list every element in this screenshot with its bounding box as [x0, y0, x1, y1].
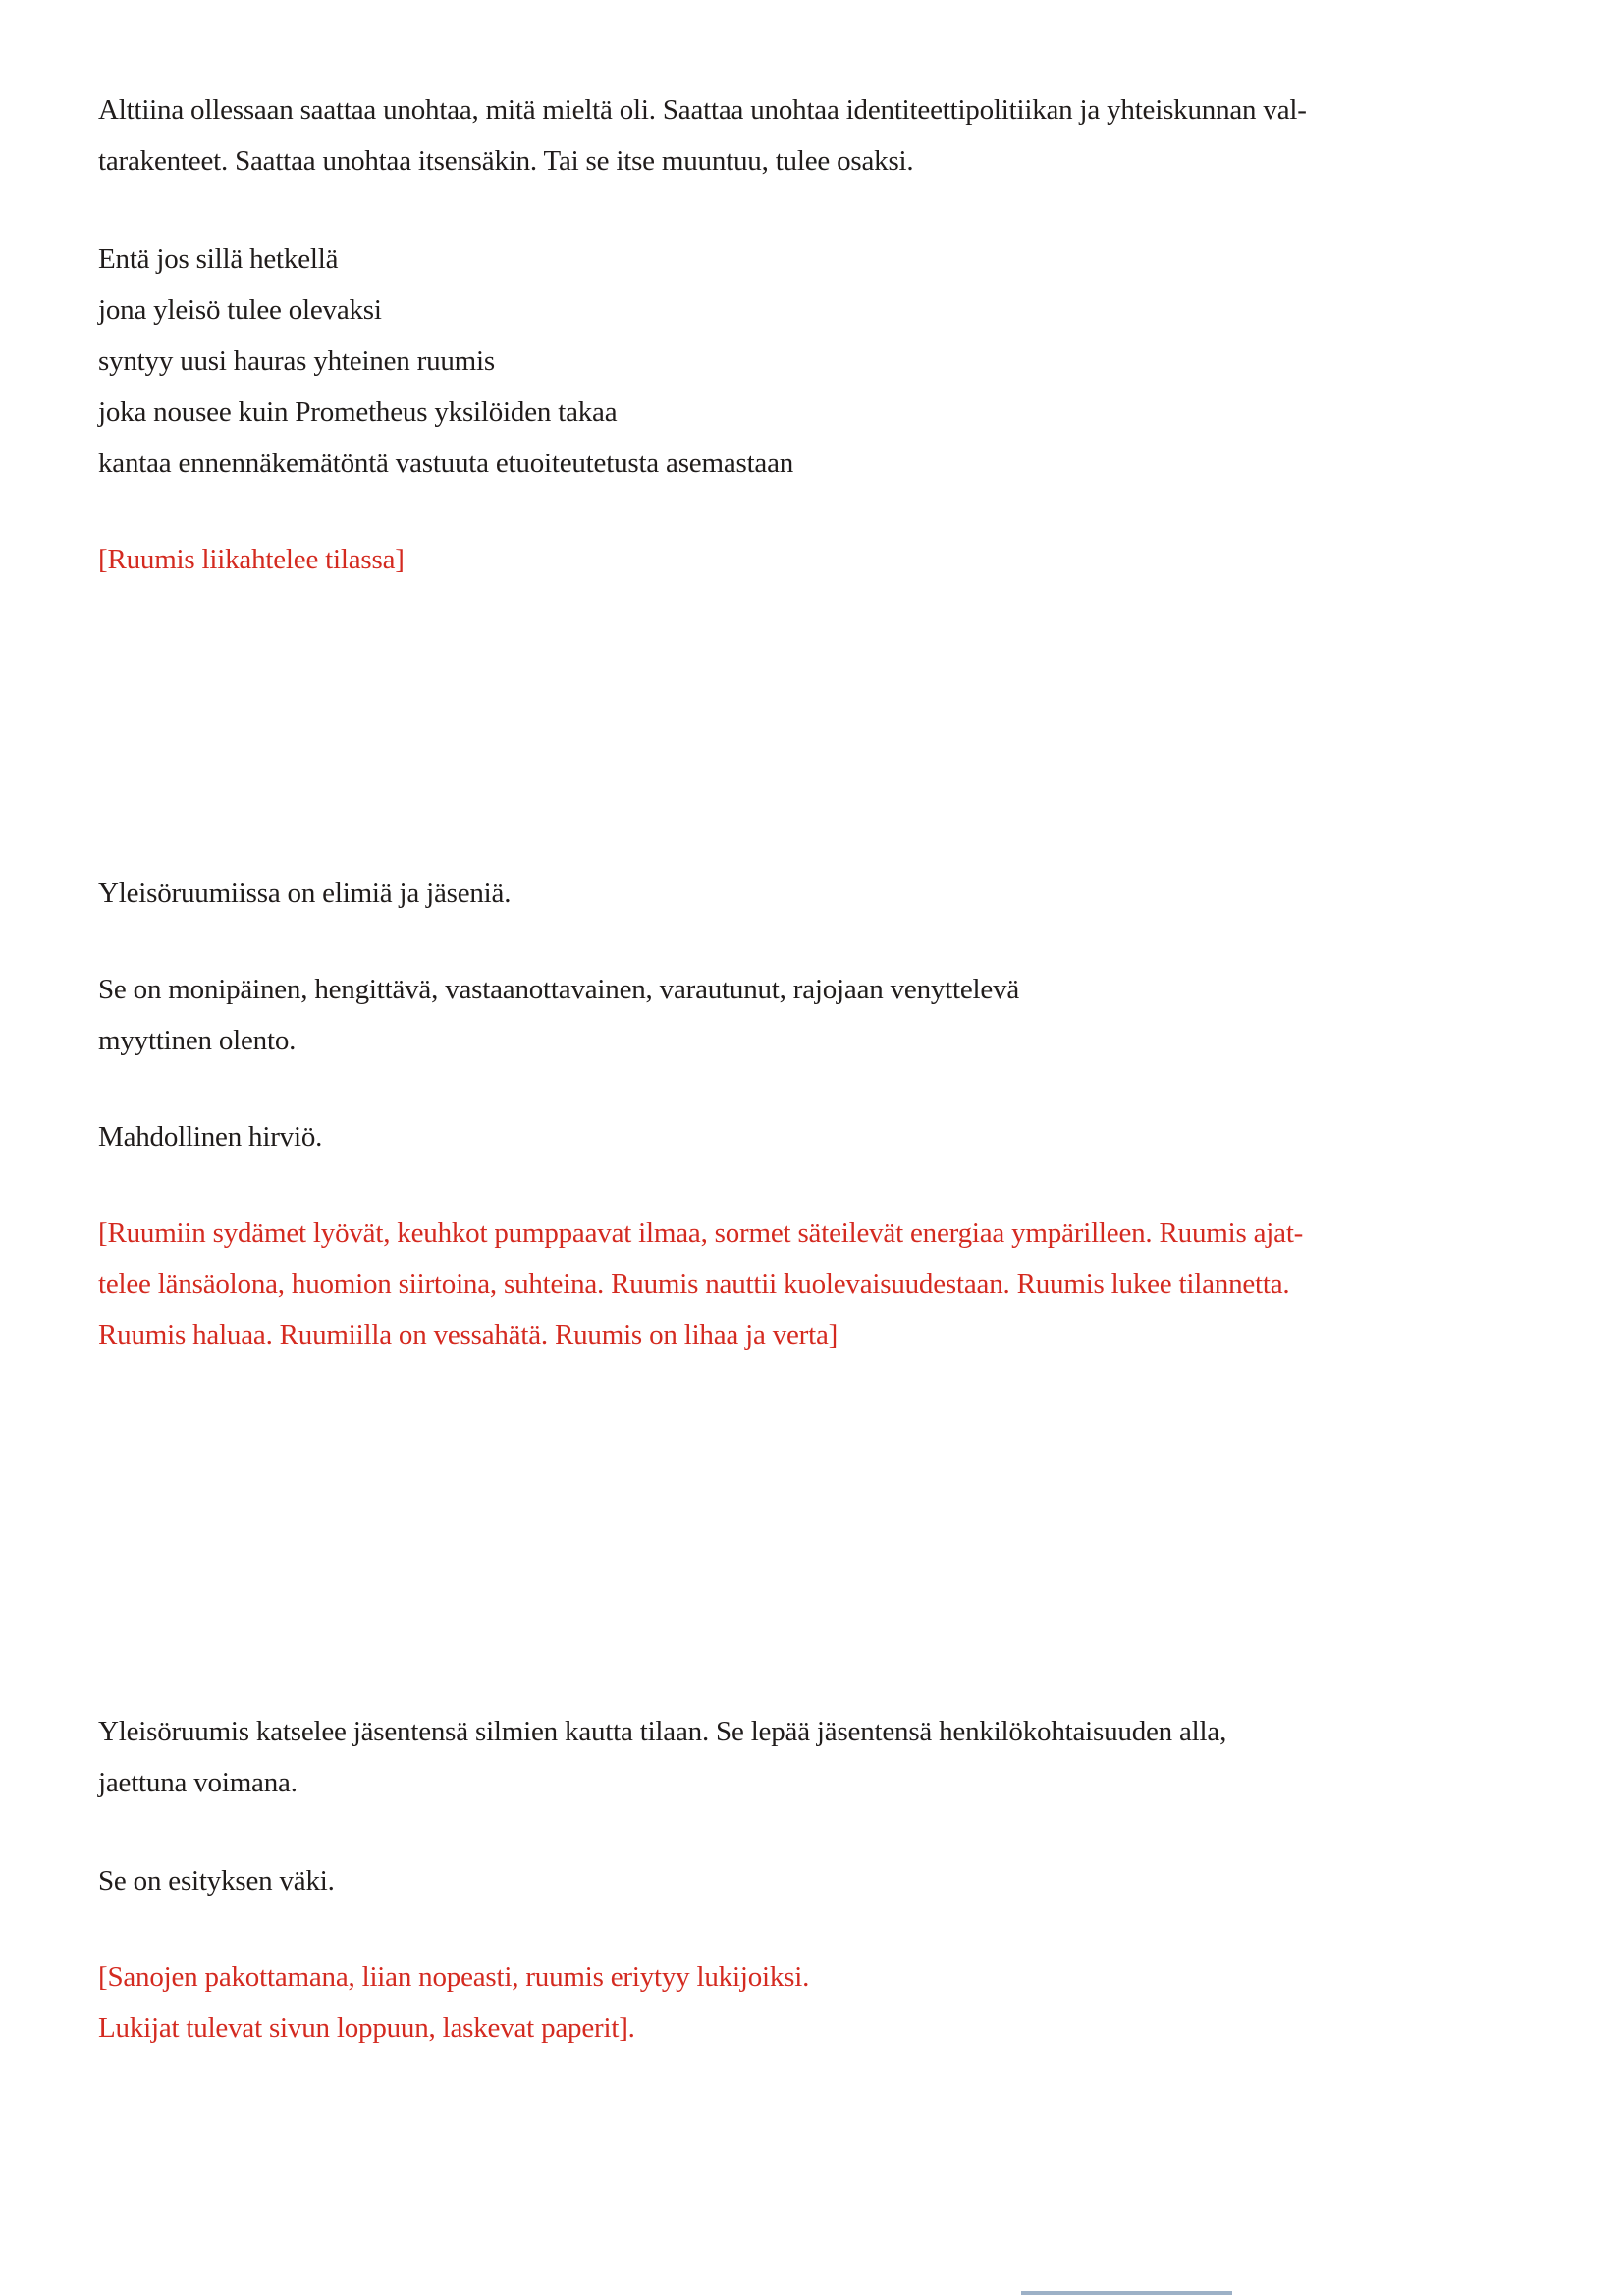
- text-line: Se on esityksen väki.: [98, 1865, 335, 1896]
- paragraph-intro: [98, 84, 1624, 187]
- paragraph-creature: [98, 964, 1624, 1066]
- text-line: Yleisöruumiissa on elimiä ja jäseniä.: [98, 878, 512, 909]
- bottom-edge-bar: [1021, 2291, 1232, 2295]
- paragraph-monster: [98, 1111, 1624, 1162]
- text-line: tarakenteet. Saattaa unohtaa itsensäkin. Tai se itse muuntuu, tulee osaksi.: [98, 145, 914, 177]
- text-line: syntyy uusi hauras yhteinen ruumis: [98, 346, 495, 377]
- paragraph-folk: [98, 1855, 1624, 1906]
- text-line: jaettuna voimana.: [98, 1767, 298, 1798]
- text-line: Entä jos sillä hetkellä: [98, 243, 339, 275]
- stanza-yleiso: [98, 234, 1624, 489]
- text-line: Mahdollinen hirviö.: [98, 1121, 323, 1152]
- text-line: jona yleisö tulee olevaksi: [98, 294, 382, 326]
- paragraph-gaze: [98, 1706, 1624, 1808]
- text-line: Se on monipäinen, hengittävä, vastaanottavainen, varautunut, rajojaan venyttelevä: [98, 974, 1020, 1005]
- text-line: Yleisöruumis katselee jäsentensä silmien kautta tilaan. Se lepää jäsentensä henkilökohtaisuuden alla,: [98, 1716, 1227, 1747]
- text-line: Alttiina ollessaan saattaa unohtaa, mitä mieltä oli. Saattaa unohtaa identiteettipolitiikan ja yhteiskunnan val-: [98, 94, 1307, 126]
- text-line: Ruumis haluaa. Ruumiilla on vessahätä. Ruumis on lihaa ja verta]: [98, 1319, 839, 1351]
- stage-direction-3: [98, 1951, 1624, 2054]
- text-line: joka nousee kuin Prometheus yksilöiden takaa: [98, 397, 618, 428]
- paragraph-organs: [98, 868, 1624, 919]
- text-line: myyttinen olento.: [98, 1025, 297, 1056]
- text-line: [Sanojen pakottamana, liian nopeasti, ruumis eriytyy lukijoiksi.: [98, 1961, 810, 1993]
- text-line: [Ruumis liikahtelee tilassa]: [98, 544, 405, 575]
- text-line: telee länsäolona, huomion siirtoina, suhteina. Ruumis nauttii kuolevaisuudestaan. Ruumis lukee tilannetta.: [98, 1268, 1290, 1300]
- stage-direction-2: [98, 1207, 1624, 1361]
- text-line: Lukijat tulevat sivun loppuun, laskevat paperit].: [98, 2012, 635, 2044]
- text-line: [Ruumiin sydämet lyövät, keuhkot pumppaavat ilmaa, sormet säteilevät energiaa ympärilleen. Ruumis ajat-: [98, 1217, 1304, 1249]
- text-line: kantaa ennennäkemätöntä vastuuta etuoiteutetusta asemastaan: [98, 448, 794, 479]
- stage-direction-1: [98, 534, 1624, 585]
